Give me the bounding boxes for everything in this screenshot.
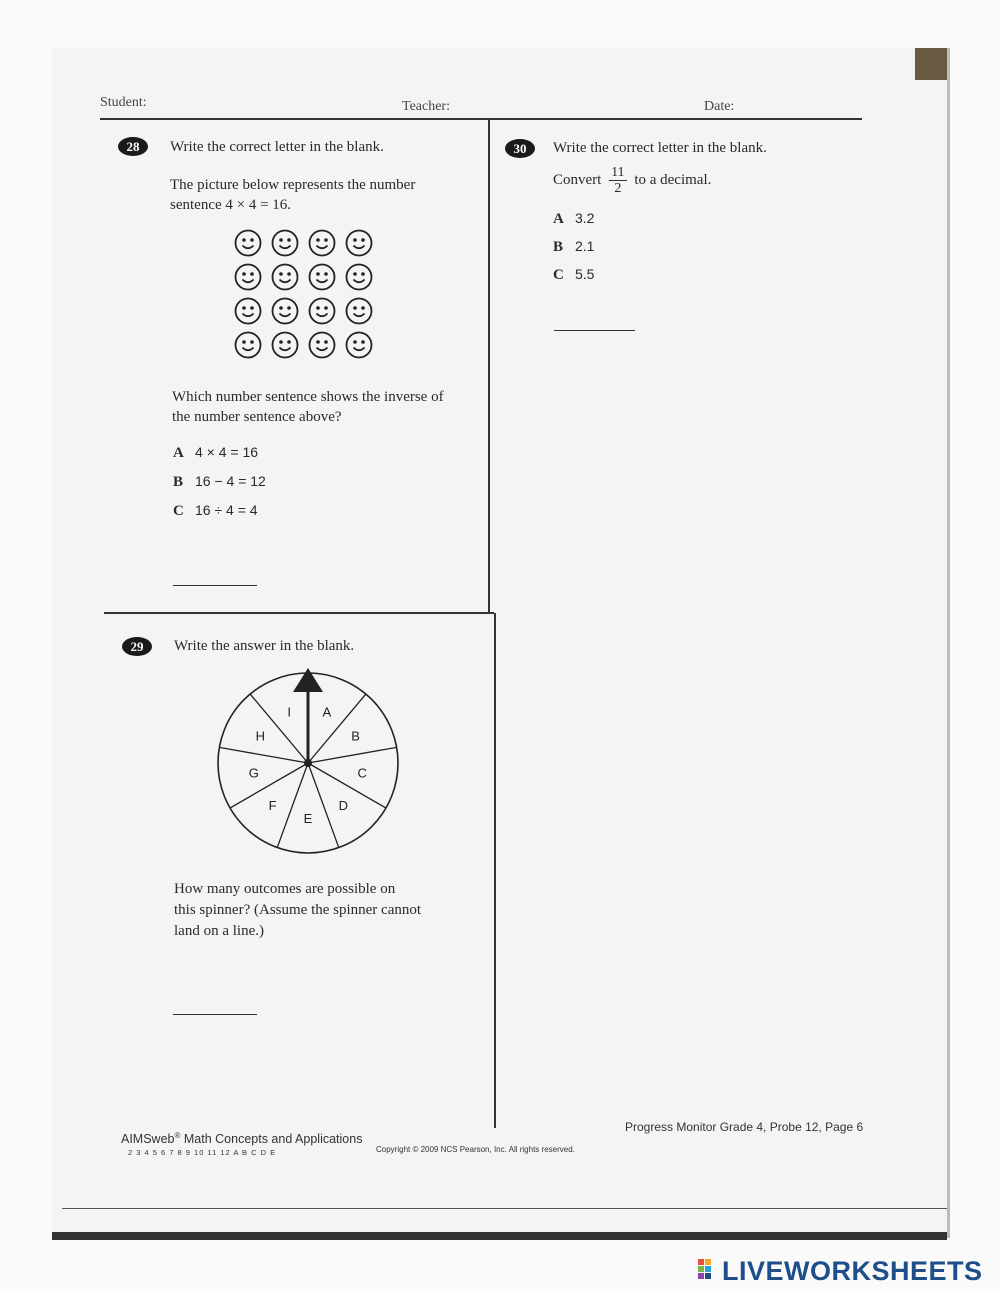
option-letter: B <box>173 474 184 490</box>
spinner <box>210 668 410 858</box>
option-letter: B <box>553 239 564 255</box>
spinner-divider <box>219 747 308 763</box>
liveworksheets-logo-icon <box>698 1259 720 1283</box>
fraction-eleven-halves <box>609 165 626 196</box>
spinner-label-c: C <box>357 765 367 781</box>
footer-codes: 2 3 4 5 6 7 8 9 10 11 12 A B C D E <box>128 1148 277 1157</box>
convert-suffix: to a decimal. <box>634 171 712 188</box>
option-letter: C <box>173 503 184 519</box>
footer-brand: AIMSweb <box>121 1132 175 1147</box>
spinner-label-b: B <box>351 728 360 744</box>
q30-instruction: Write the correct letter in the blank. <box>553 140 767 156</box>
q30-option-c <box>553 266 594 284</box>
smiley-face-icon <box>271 331 299 359</box>
q29-answer-blank[interactable] <box>173 1014 257 1015</box>
question-29-number: 29 <box>122 637 152 656</box>
teacher-label: Teacher: <box>402 99 450 114</box>
option-text: 3.2 <box>575 210 595 226</box>
spinner-label-h: H <box>255 728 266 744</box>
question-30-number: 30 <box>505 139 535 158</box>
footer-registered-mark: ® <box>174 1131 181 1140</box>
smiley-face-icon <box>308 263 336 291</box>
smiley-face-icon <box>308 297 336 325</box>
spinner-divider <box>308 763 339 848</box>
option-text: 16 ÷ 4 = 4 <box>195 502 258 518</box>
fraction-numerator: 11 <box>611 165 625 180</box>
q28-option-a <box>173 444 258 462</box>
smiley-face-icon <box>308 229 336 257</box>
spinner-label-d: D <box>338 798 349 814</box>
question-28-number: 28 <box>118 137 148 156</box>
q29-instruction: Write the answer in the blank. <box>174 638 355 654</box>
student-label: Student: <box>100 95 147 110</box>
q28-question-line2: the number sentence above? <box>172 409 342 425</box>
smiley-face-icon <box>234 263 262 291</box>
q30-answer-blank[interactable] <box>554 330 635 331</box>
option-text: 16 − 4 = 12 <box>195 473 266 489</box>
footer-copyright: Copyright © 2009 NCS Pearson, Inc. All rights reserved. <box>376 1145 575 1154</box>
smiley-face-icon <box>271 297 299 325</box>
option-text: 2.1 <box>575 238 595 254</box>
page-corner-shadow <box>915 48 947 80</box>
spinner-label-g: G <box>248 765 259 781</box>
column-divider-top <box>488 118 490 613</box>
footer-title: Math Concepts and Applications <box>180 1132 363 1147</box>
q28-intro-line2: sentence 4 × 4 = 16. <box>170 197 292 213</box>
q30-option-a <box>553 210 594 228</box>
smiley-face-icon <box>271 263 299 291</box>
convert-label: Convert <box>553 171 602 188</box>
question-separator <box>104 612 494 614</box>
q28-question-line1: Which number sentence shows the inverse of <box>172 389 444 405</box>
liveworksheets-watermark: LIVEWORKSHEETS <box>722 1256 983 1286</box>
option-letter: A <box>173 445 184 461</box>
spinner-label-a: A <box>322 704 332 720</box>
header-rule <box>100 118 862 120</box>
smiley-face-icon <box>345 229 373 257</box>
smiley-face-icon <box>308 331 336 359</box>
fraction-denominator: 2 <box>614 181 622 196</box>
page-bottom-edge <box>52 1232 947 1240</box>
option-letter: C <box>553 267 564 283</box>
q28-instruction: Write the correct letter in the blank. <box>170 139 384 155</box>
smiley-face-icon <box>234 297 262 325</box>
q28-option-b <box>173 473 266 491</box>
spinner-divider <box>308 747 397 763</box>
smiley-face-icon <box>234 331 262 359</box>
q30-convert-line <box>553 165 711 196</box>
option-text: 5.5 <box>575 266 595 282</box>
spinner-hub <box>304 759 312 767</box>
q28-option-c <box>173 502 258 520</box>
footer-brand-line <box>121 1131 362 1146</box>
date-label: Date: <box>704 99 735 114</box>
q29-question-line3: land on a line.) <box>174 923 264 939</box>
q28-answer-blank[interactable] <box>173 585 257 586</box>
smiley-face-icon <box>234 229 262 257</box>
option-text: 4 × 4 = 16 <box>195 444 259 460</box>
q28-intro-line1: The picture below represents the number <box>170 177 416 193</box>
q30-option-b <box>553 238 594 256</box>
column-divider-bottom <box>494 613 496 1128</box>
option-letter: A <box>553 211 564 227</box>
q29-question-line2: this spinner? (Assume the spinner cannot <box>174 902 422 918</box>
q29-question-line1: How many outcomes are possible on <box>174 881 396 897</box>
smiley-face-icon <box>271 229 299 257</box>
smiley-face-icon <box>345 263 373 291</box>
smiley-face-icon <box>345 331 373 359</box>
smiley-face-array <box>234 229 377 360</box>
spinner-divider <box>277 763 308 848</box>
smiley-face-icon <box>345 297 373 325</box>
footer-rule <box>62 1208 947 1209</box>
spinner-label-f: F <box>268 798 277 814</box>
footer-probe-info: Progress Monitor Grade 4, Probe 12, Page 6 <box>625 1120 864 1134</box>
spinner-label-i: I <box>287 704 292 720</box>
spinner-label-e: E <box>303 811 313 826</box>
